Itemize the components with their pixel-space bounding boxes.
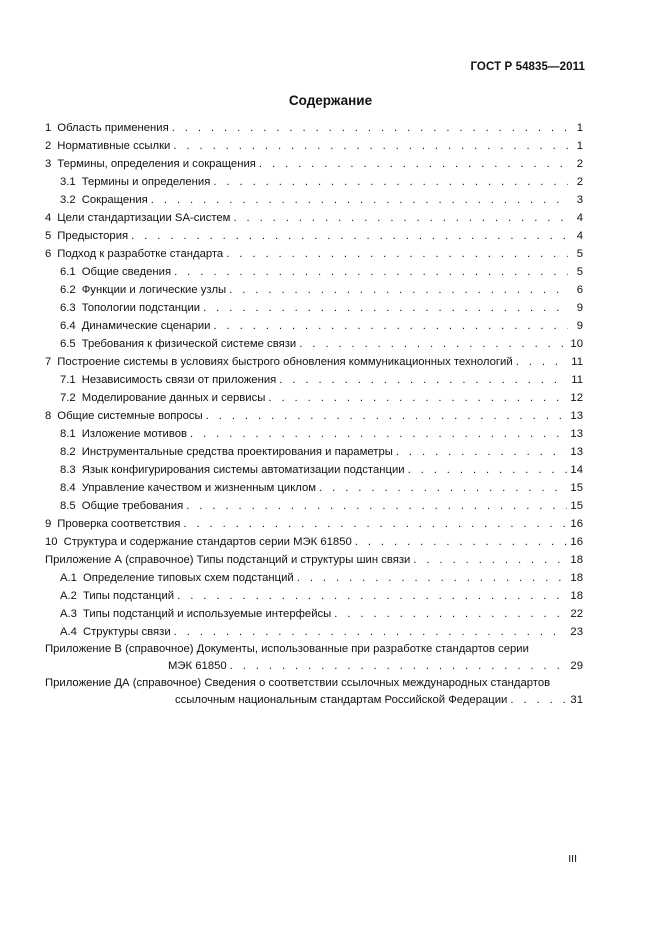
toc-appendix-entry[interactable]: [45, 641, 583, 675]
toc-entry-number: 6.4: [60, 320, 76, 332]
leader-dots: [259, 155, 568, 173]
leader-dots: [408, 461, 568, 479]
toc-entry-page: 13: [570, 410, 583, 422]
toc-entry[interactable]: [45, 443, 583, 461]
toc-entry-label: Функции и логические узлы: [81, 284, 227, 296]
toc-entry-number: 9: [45, 518, 52, 530]
toc-entry[interactable]: [45, 605, 583, 623]
toc-entry-number: 2: [45, 140, 52, 152]
toc-entry-page: 31: [570, 694, 583, 706]
toc-entry-label: Язык конфигурирования системы автоматизации подстанции: [81, 464, 405, 476]
toc-entry-label: Изложение мотивов: [81, 428, 188, 440]
toc-entry-page: 18: [570, 590, 583, 602]
toc-entry-label: Построение системы в условиях быстрого обновления коммуникационных технологий: [57, 356, 513, 368]
toc-entry-number: 10: [45, 536, 58, 548]
toc-entry-number: 7: [45, 356, 52, 368]
toc-entry-label: Предыстория: [57, 230, 129, 242]
toc-entry-page: 22: [570, 608, 583, 620]
toc-entry-label: Общие сведения: [81, 266, 172, 278]
toc-entry-page: 12: [570, 392, 583, 404]
toc-entry-number: 8.4: [60, 482, 76, 494]
toc-entry-label: Требования к физической системе связи: [81, 338, 297, 350]
toc-entry[interactable]: [45, 515, 583, 533]
toc-entry-page: 15: [570, 482, 583, 494]
leader-dots: [206, 407, 568, 425]
toc-entry-page: 18: [570, 554, 583, 566]
document-number: ГОСТ Р 54835—2011: [470, 61, 585, 73]
leader-dots: [319, 479, 567, 497]
toc-entry-page: 14: [570, 464, 583, 476]
toc-entry-page: 11: [571, 356, 583, 368]
leader-dots: [173, 137, 568, 155]
toc-entry-number: 3.1: [60, 176, 76, 188]
toc-entry-label: Типы подстанций: [82, 590, 175, 602]
toc-entry-label-line1: Приложение В (справочное) Документы, использованные при разработке стандартов серии: [45, 643, 529, 655]
toc-entry-label: Управление качеством и жизненным циклом: [81, 482, 317, 494]
toc-entry-label: Структура и содержание стандартов серии МЭК 61850: [63, 536, 352, 548]
toc-entry-page: 3: [576, 194, 583, 206]
toc-entry-page: 9: [576, 320, 583, 332]
toc-entry[interactable]: [45, 155, 583, 173]
toc-entry-label: Область применения: [57, 122, 169, 134]
leader-dots: [233, 209, 568, 227]
toc-entry-number: 7.1: [60, 374, 76, 386]
toc-title: Содержание: [288, 93, 373, 108]
toc-entry-label: Типы подстанций и используемые интерфейсы: [82, 608, 332, 620]
toc-entry[interactable]: [45, 533, 583, 551]
toc-appendix-entry[interactable]: [45, 675, 583, 709]
leader-dots: [279, 371, 568, 389]
toc-entry-label-line1: Приложение ДА (справочное) Сведения о соответствии ссылочных международных стандартов: [45, 677, 551, 689]
toc-entry[interactable]: [45, 281, 583, 299]
toc-entry-label: Термины и определения: [81, 176, 211, 188]
toc-entry[interactable]: [45, 479, 583, 497]
toc-entry-label: Общие требования: [81, 500, 184, 512]
toc-entry-label: Приложение А (справочное) Типы подстанций и структуры шин связи: [45, 554, 411, 566]
toc-entry-number: 6: [45, 248, 52, 260]
toc-entry-label: Сокращения: [81, 194, 148, 206]
toc-entry-label: Термины, определения и сокращения: [57, 158, 256, 170]
leader-dots: [229, 281, 568, 299]
toc-entry-page: 5: [576, 266, 583, 278]
toc-entry[interactable]: [45, 335, 583, 353]
toc-entry-number: 3.2: [60, 194, 76, 206]
leader-dots: [190, 425, 567, 443]
toc-entry-number: 8: [45, 410, 52, 422]
toc-entry-label-line2: МЭК 61850: [168, 660, 227, 672]
toc-entry-label: Топологии подстанции: [81, 302, 201, 314]
toc-entry-number: 6.3: [60, 302, 76, 314]
toc-entry-page: 4: [576, 212, 583, 224]
toc-entry[interactable]: [45, 173, 583, 191]
toc-entry[interactable]: [45, 119, 583, 137]
toc-entry-number: 6.2: [60, 284, 76, 296]
toc-entry-label: Общие системные вопросы: [57, 410, 203, 422]
toc-entry[interactable]: [45, 389, 583, 407]
leader-dots: [174, 623, 568, 641]
toc-entry-label: Динамические сценарии: [81, 320, 211, 332]
toc-entry-number: 8.3: [60, 464, 76, 476]
toc-entry-page: 5: [576, 248, 583, 260]
toc-entry-label: Структуры связи: [82, 626, 171, 638]
toc-entry-page: 2: [576, 176, 583, 188]
toc-entry-page: 9: [576, 302, 583, 314]
toc-entry-number: 8.5: [60, 500, 76, 512]
leader-dots: [183, 515, 567, 533]
toc-entry-page: 2: [576, 158, 583, 170]
leader-dots: [516, 353, 568, 371]
toc-entry-number: 5: [45, 230, 52, 242]
toc-entry-number: 6.1: [60, 266, 76, 278]
toc-entry-page: 1: [576, 140, 583, 152]
toc-entry[interactable]: [45, 263, 583, 281]
toc-entry-number: 3: [45, 158, 52, 170]
toc-entry-label-line2: ссылочным национальным стандартам Российской Федерации: [175, 694, 508, 706]
leader-dots: [413, 551, 567, 569]
toc-entry-page: 23: [570, 626, 583, 638]
toc-entry-page: 16: [570, 518, 583, 530]
toc-entry-number: 8.1: [60, 428, 76, 440]
toc-entry[interactable]: [45, 587, 583, 605]
toc-entry-page: 16: [570, 536, 583, 548]
leader-dots: [299, 335, 567, 353]
toc-entry-label: Подход к разработке стандарта: [57, 248, 224, 260]
toc-entry-label: Проверка соответствия: [57, 518, 181, 530]
toc-entry-label: Инструментальные средства проектирования и параметры: [81, 446, 393, 458]
leader-dots: [213, 317, 568, 335]
toc-entry-number: А.4: [60, 626, 77, 638]
leader-dots: [297, 569, 568, 587]
toc-entry-number: 7.2: [60, 392, 76, 404]
toc-entry[interactable]: [45, 317, 583, 335]
toc-entry-number: А.1: [60, 572, 77, 584]
toc-entry[interactable]: [45, 299, 583, 317]
toc-entry-number: 4: [45, 212, 52, 224]
toc-entry-page: 18: [570, 572, 583, 584]
toc-entry-label: Нормативные ссылки: [57, 140, 171, 152]
leader-dots: [177, 587, 567, 605]
toc-entry-label: Определение типовых схем подстанций: [82, 572, 294, 584]
toc-entry[interactable]: [45, 569, 583, 587]
leader-dots: [203, 299, 568, 317]
toc-entry-page: 6: [576, 284, 583, 296]
leader-dots: [172, 119, 568, 137]
toc-entry-page: 15: [570, 500, 583, 512]
leader-dots: [268, 389, 567, 407]
toc-entry-page: 1: [576, 122, 583, 134]
toc-entry[interactable]: [45, 353, 583, 371]
toc-entry[interactable]: [45, 407, 583, 425]
page-number: III: [568, 853, 577, 865]
toc-entry[interactable]: [45, 137, 583, 155]
leader-dots: [151, 191, 568, 209]
leader-dots: [230, 657, 568, 675]
leader-dots: [213, 173, 568, 191]
toc-appendix-entry[interactable]: [45, 551, 583, 569]
toc-entry[interactable]: [45, 461, 583, 479]
toc-entry-number: А.3: [60, 608, 77, 620]
leader-dots: [510, 691, 567, 709]
leader-dots: [355, 533, 568, 551]
leader-dots: [131, 227, 568, 245]
leader-dots: [174, 263, 568, 281]
leader-dots: [334, 605, 567, 623]
toc-entry[interactable]: [45, 425, 583, 443]
toc-entry-page: 13: [570, 446, 583, 458]
toc-entry[interactable]: [45, 209, 583, 227]
toc-entry-number: 8.2: [60, 446, 76, 458]
toc-entry-page: 11: [571, 374, 583, 386]
toc-entry[interactable]: [45, 191, 583, 209]
leader-dots: [396, 443, 568, 461]
toc-entry-number: А.2: [60, 590, 77, 602]
toc-entry-label: Цели стандартизации SA-систем: [57, 212, 231, 224]
leader-dots: [226, 245, 568, 263]
toc-entry-number: 1: [45, 122, 52, 134]
toc-entry-page: 10: [570, 338, 583, 350]
toc-entry-page: 13: [570, 428, 583, 440]
toc-entry[interactable]: [45, 227, 583, 245]
toc-entry-page: 4: [576, 230, 583, 242]
toc-entry-label: Независимость связи от приложения: [81, 374, 277, 386]
toc-entry[interactable]: [45, 623, 583, 641]
toc-entry-label: Моделирование данных и сервисы: [81, 392, 266, 404]
toc-entry[interactable]: [45, 497, 583, 515]
table-of-contents: [45, 119, 583, 709]
toc-entry-number: 6.5: [60, 338, 76, 350]
leader-dots: [186, 497, 567, 515]
toc-entry-page: 29: [570, 660, 583, 672]
toc-entry[interactable]: [45, 371, 583, 389]
toc-entry[interactable]: [45, 245, 583, 263]
